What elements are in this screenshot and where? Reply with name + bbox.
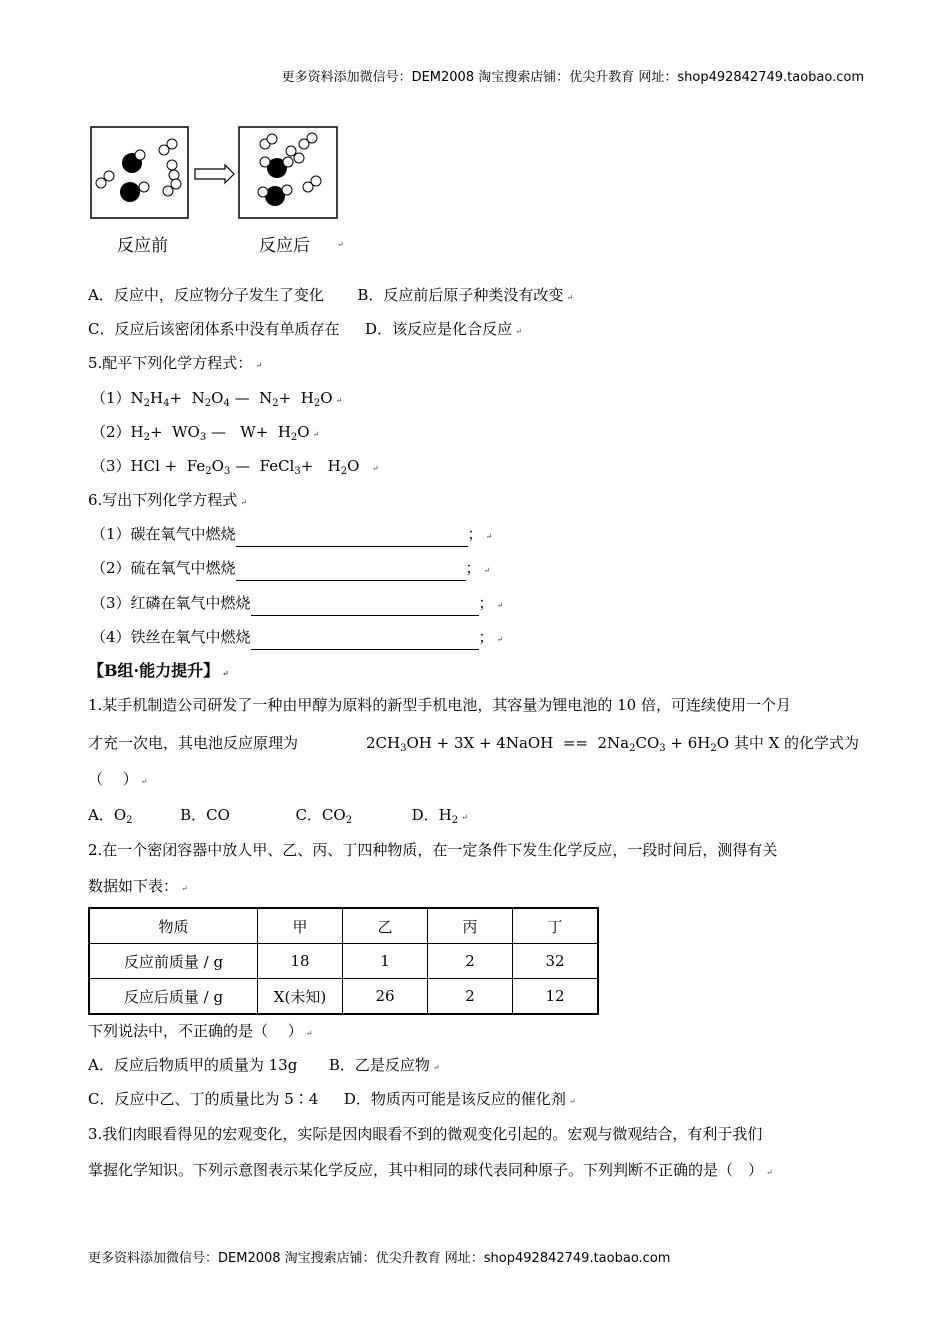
table-header-cell: 甲 bbox=[258, 908, 343, 944]
table-header-cell: 丁 bbox=[513, 908, 599, 944]
table-header-row bbox=[89, 908, 598, 944]
data-table bbox=[88, 907, 599, 1015]
section-b-title: 【B组·能力提升】 ↵ bbox=[88, 661, 229, 680]
b3-line-2: 掌握化学知识。下列示意图表示某化学反应，其中相同的球代表同种原子。下列判断不正确的是（ ） ↵ bbox=[88, 1161, 773, 1179]
q4-option-b[interactable]: B．反应前后原子种类没有改变 bbox=[357, 286, 564, 304]
table-cell: X(未知) bbox=[258, 979, 343, 1015]
table-cell: 2 bbox=[428, 979, 513, 1015]
b2-option-c[interactable]: C．反应中乙、丁的质量比为 5∶4 bbox=[88, 1090, 319, 1108]
answer-blank[interactable] bbox=[251, 600, 479, 616]
q4-option-c[interactable]: C．反应后该密闭体系中没有单质存在 bbox=[88, 320, 340, 338]
q5-title: 5.配平下列化学方程式： ↵ bbox=[88, 354, 263, 372]
table-cell: 2 bbox=[428, 944, 513, 979]
b1-option-d[interactable]: D．$H_2$ bbox=[411, 806, 459, 826]
q5-equation-3: $(3)HCl + Fe_2O_3$ — FeCl$_3$+ $H_2O$ ↵ bbox=[91, 457, 379, 477]
table-header-cell: 丙 bbox=[428, 908, 513, 944]
b1-line-1: 1.某手机制造公司研发了一种由甲醇为原料的新型手机电池，其容量为锂电池的 10 倍，可连续使用一个月 bbox=[88, 696, 791, 714]
q6-item-1: （1）碳在氧气中燃烧 ； ↵ bbox=[91, 524, 492, 547]
table-row bbox=[89, 979, 598, 1015]
b2-option-b[interactable]: B．乙是反应物 bbox=[328, 1056, 430, 1074]
figure-label-before: 反应前 bbox=[117, 236, 168, 256]
page-header: 更多资料添加微信号：DEM2008 淘宝搜索店铺：优尖升教育 网址：shop492842749.taobao.com bbox=[281, 70, 864, 85]
b1-option-a[interactable]: A．$O_2$ bbox=[88, 806, 133, 826]
page-footer: 更多资料添加微信号：DEM2008 淘宝搜索店铺：优尖升教育 网址：shop492842749.taobao.com bbox=[88, 1251, 671, 1266]
q6-item-3: （3）红磷在氧气中燃烧 ； ↵ bbox=[91, 593, 503, 616]
q4-option-d[interactable]: D．该反应是化合反应 bbox=[365, 320, 513, 338]
b1-line-2: 才充一次电，其电池反应原理为 $2CH_3OH + 3X$ + 4NaOH == $2Na_2CO_3 + 6H_2O$ 其中 X 的化学式为 bbox=[88, 734, 860, 754]
table-cell: 18 bbox=[258, 944, 343, 979]
b2-options-row-1: A．反应后物质甲的质量为 13g B．乙是反应物 ↵ bbox=[88, 1056, 440, 1074]
b3-line-1: 3.我们肉眼看得见的宏观变化，实际是因肉眼看不到的微观变化引起的。宏观与微观结合，有利于我们 bbox=[88, 1125, 763, 1143]
reaction-arrow-icon bbox=[195, 165, 234, 183]
q6-title: 6.写出下列化学方程式 ↵ bbox=[88, 491, 248, 509]
b1-options: A．$O_2$ B．CO C．$CO_2$ D．$H_2$ ↵ bbox=[88, 806, 468, 826]
table-header-cell: 乙 bbox=[343, 908, 428, 944]
before-box bbox=[91, 127, 188, 218]
para-mark: ↵ bbox=[337, 240, 344, 249]
b2-option-a[interactable]: A．反应后物质甲的质量为 13g bbox=[88, 1056, 298, 1074]
b1-line-3: （ ） ↵ bbox=[88, 770, 148, 788]
b1-option-c[interactable]: C．$CO_2$ bbox=[295, 806, 353, 826]
b2-question: 下列说法中，不正确的是（ ） ↵ bbox=[88, 1022, 313, 1040]
answer-blank[interactable] bbox=[236, 565, 466, 581]
q5-equation-2: $(2)H_2+ WO_3$ — $W+ H_2O$ ↵ bbox=[91, 423, 320, 443]
table-cell: 32 bbox=[513, 944, 599, 979]
b2-line-2: 数据如下表： ↵ bbox=[88, 877, 188, 895]
answer-blank[interactable] bbox=[251, 634, 479, 650]
answer-blank[interactable] bbox=[236, 531, 468, 547]
table-cell: 反应前质量 / g bbox=[89, 944, 258, 979]
q4-options-row-1: A．反应中，反应物分子发生了变化 B．反应前后原子种类没有改变 ↵ bbox=[88, 286, 574, 304]
q6-item-4: （4）铁丝在氧气中燃烧 ； ↵ bbox=[91, 627, 503, 650]
table-header-cell: 物质 bbox=[89, 908, 258, 944]
b2-options-row-2: C．反应中乙、丁的质量比为 5∶4 D．物质丙可能是该反应的催化剂 ↵ bbox=[88, 1090, 576, 1108]
table-cell: 反应后质量 / g bbox=[89, 979, 258, 1015]
b2-line-1: 2.在一个密闭容器中放人甲、乙、丙、丁四种物质，在一定条件下发生化学反应，一段时间后，测得有关 bbox=[88, 841, 778, 859]
q4-options-row-2: C．反应后该密闭体系中没有单质存在 D．该反应是化合反应 ↵ bbox=[88, 320, 522, 338]
after-box bbox=[239, 127, 337, 218]
figure-label-after: 反应后 bbox=[259, 236, 310, 256]
reaction-diagram bbox=[88, 124, 348, 224]
q6-item-2: （2）硫在氧气中燃烧 ； ↵ bbox=[91, 558, 490, 581]
table-cell: 12 bbox=[513, 979, 599, 1015]
table-cell: 26 bbox=[343, 979, 428, 1015]
q5-equation-1: $(1)N_2H_4+ N_2O_4$ — $N_2+ H_2O$ ↵ bbox=[91, 389, 343, 409]
q4-option-a[interactable]: A．反应中，反应物分子发生了变化 bbox=[88, 286, 324, 304]
table-row bbox=[89, 944, 598, 979]
b1-option-b[interactable]: B．CO bbox=[180, 806, 230, 824]
table-cell: 1 bbox=[343, 944, 428, 979]
b2-option-d[interactable]: D．物质丙可能是该反应的催化剂 bbox=[343, 1090, 566, 1108]
